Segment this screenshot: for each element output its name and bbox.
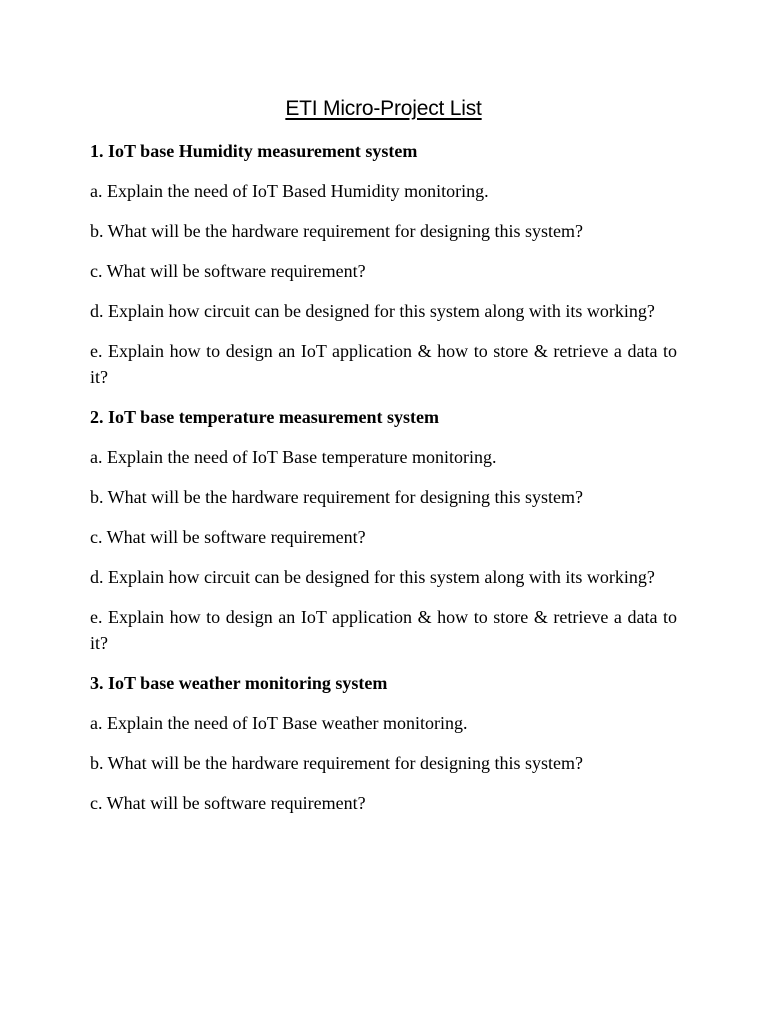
- list-item: b. What will be the hardware requirement for designing this system?: [90, 487, 584, 507]
- section-heading: 3. IoT base weather monitoring system: [90, 673, 388, 693]
- list-item: e. Explain how to design an IoT application & how to store & retrieve a data to it?: [90, 607, 677, 653]
- list-item: d. Explain how circuit can be designed for this system along with its working?: [90, 301, 655, 321]
- section-heading: 2. IoT base temperature measurement system: [90, 407, 439, 427]
- section-heading: 1. IoT base Humidity measurement system: [90, 141, 418, 161]
- list-item: c. What will be software requirement?: [90, 793, 366, 813]
- section-1: [90, 138, 677, 390]
- section-2: [90, 404, 677, 656]
- list-item: a. Explain the need of IoT Base temperature monitoring.: [90, 447, 497, 467]
- list-item: c. What will be software requirement?: [90, 527, 366, 547]
- list-item: a. Explain the need of IoT Based Humidity monitoring.: [90, 181, 489, 201]
- document-title: ETI Micro-Project List: [285, 97, 482, 120]
- list-item: a. Explain the need of IoT Base weather monitoring.: [90, 713, 468, 733]
- list-item: b. What will be the hardware requirement for designing this system?: [90, 221, 584, 241]
- list-item: b. What will be the hardware requirement for designing this system?: [90, 753, 584, 773]
- section-3: [90, 670, 677, 816]
- list-item: c. What will be software requirement?: [90, 261, 366, 281]
- list-item: e. Explain how to design an IoT application & how to store & retrieve a data to it?: [90, 341, 677, 387]
- document-page: [90, 95, 677, 830]
- list-item: d. Explain how circuit can be designed for this system along with its working?: [90, 567, 655, 587]
